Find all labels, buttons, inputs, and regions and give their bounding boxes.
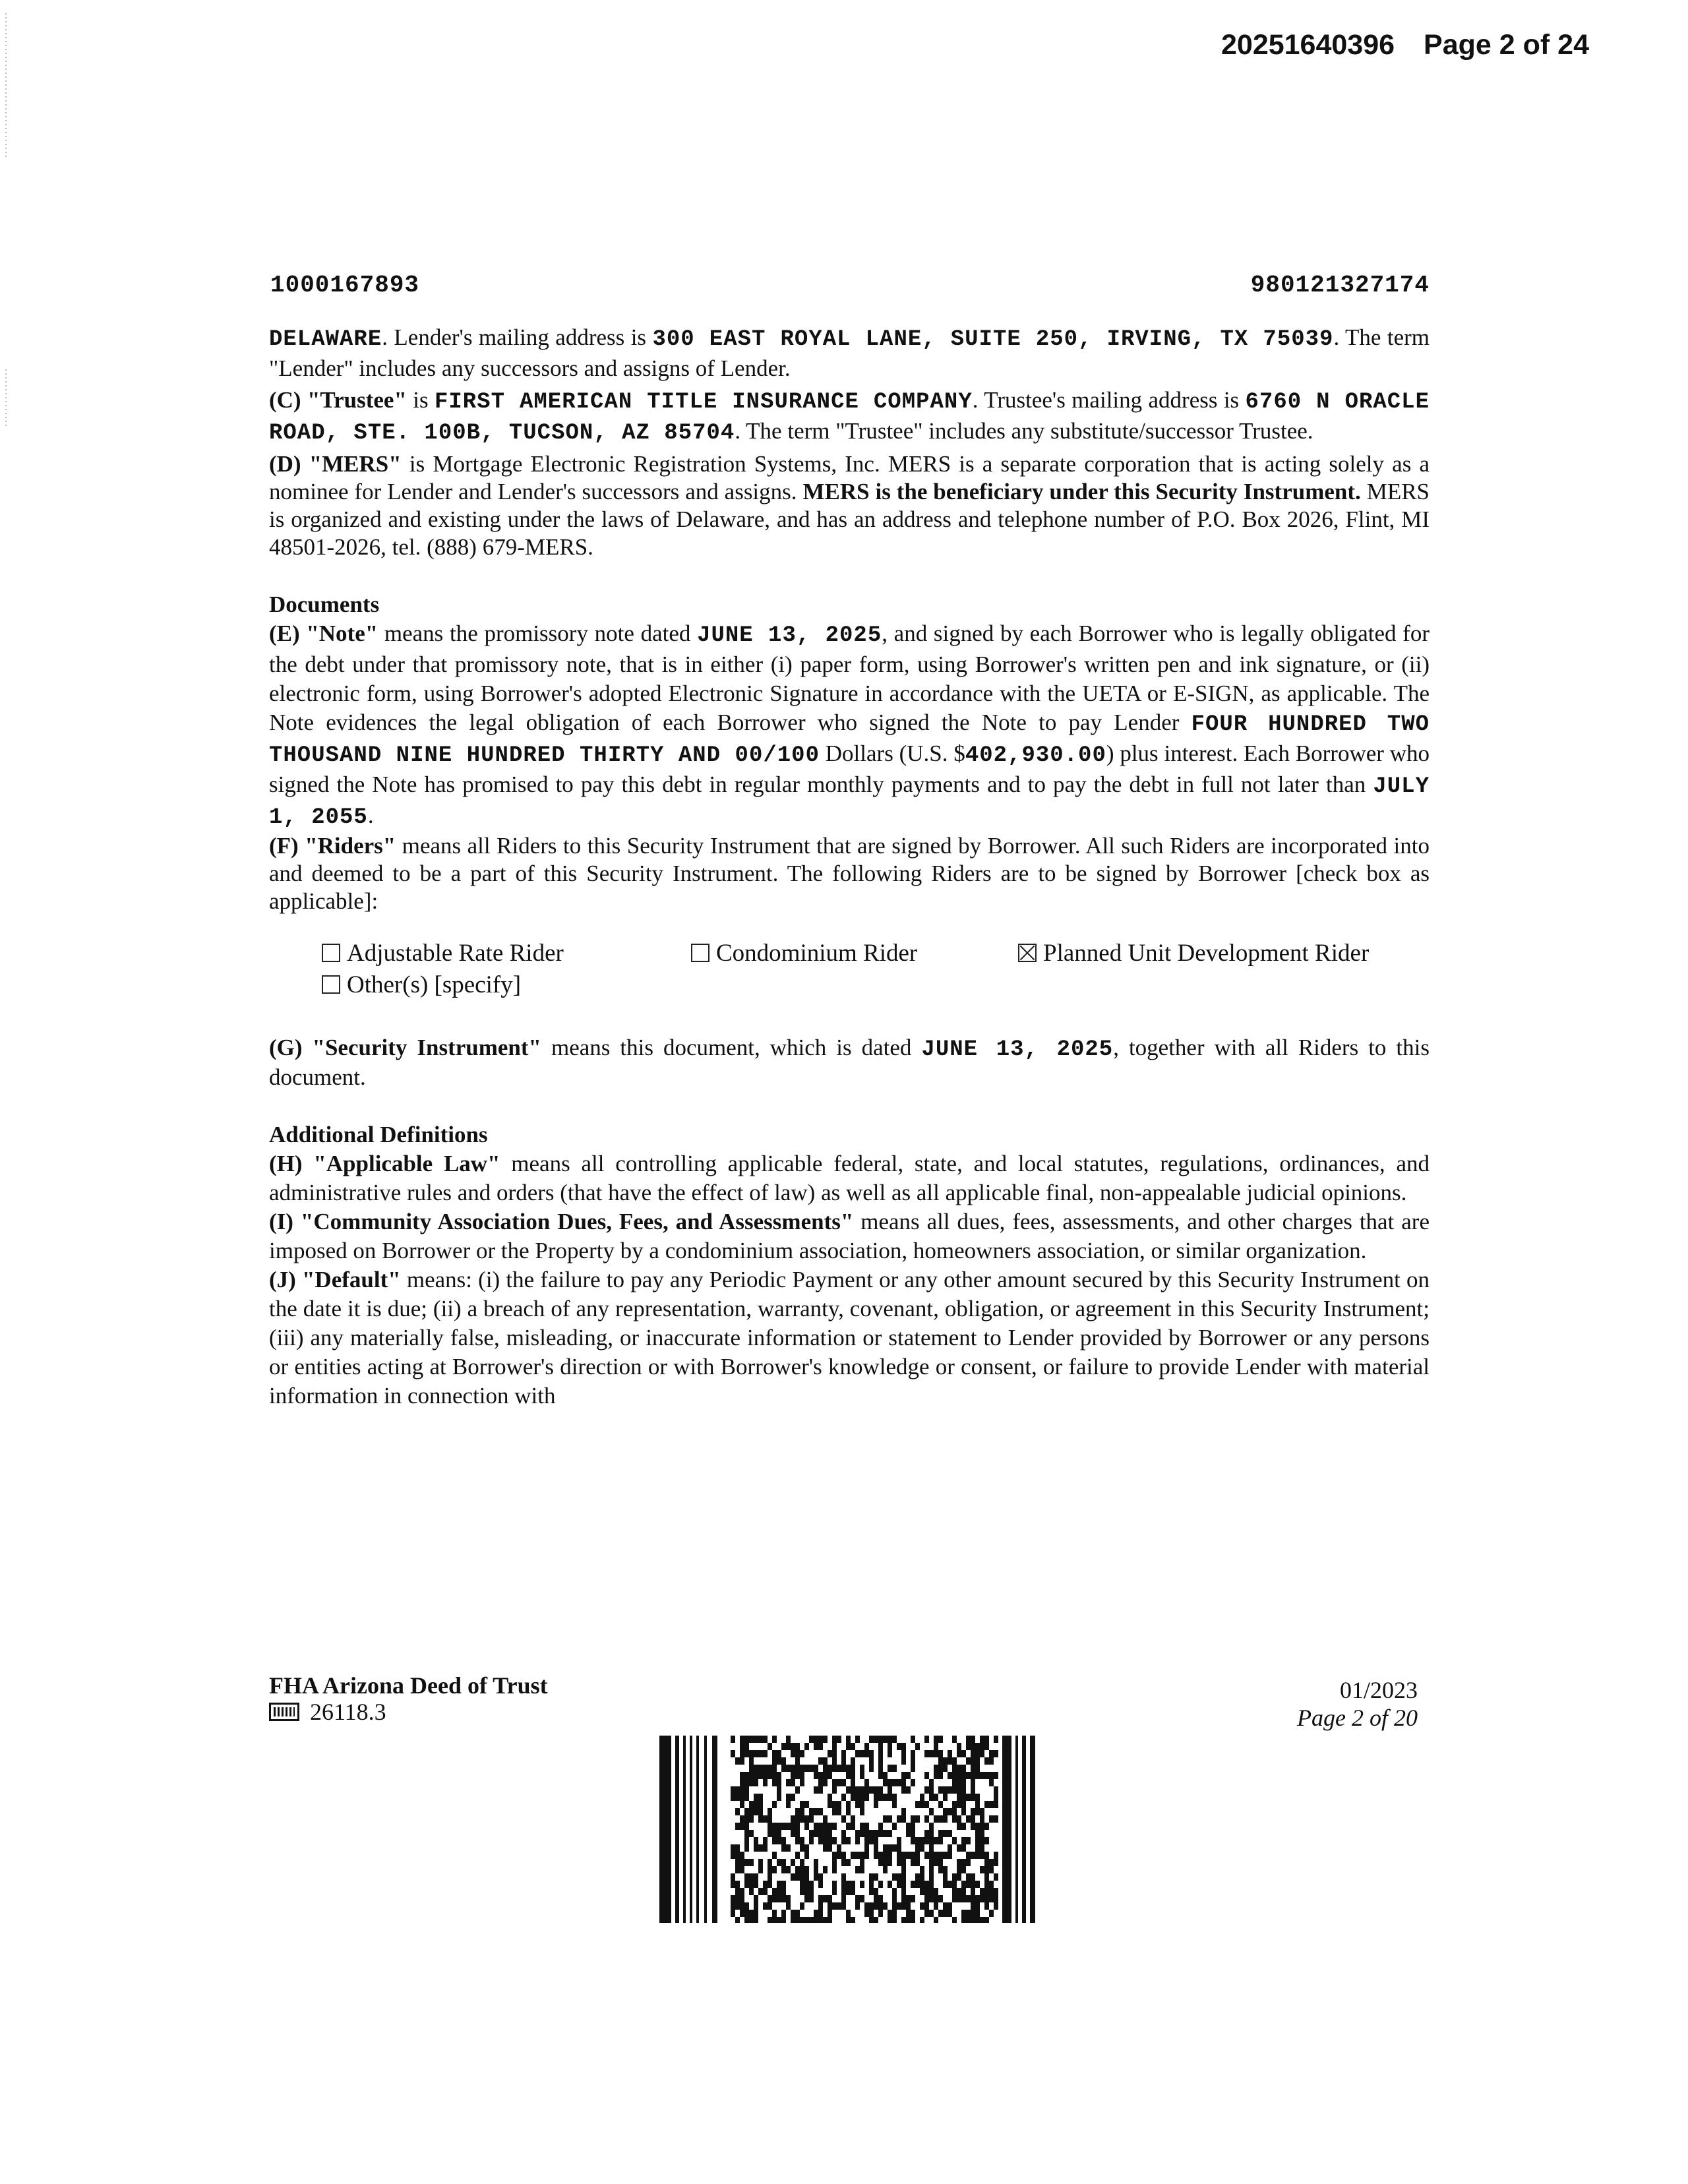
applicable-law-label: (H) "Applicable Law": [269, 1151, 500, 1176]
trustee-name: FIRST AMERICAN TITLE INSURANCE COMPANY: [434, 390, 973, 415]
document-body: [269, 323, 1430, 1410]
form-date: 01/2023: [1339, 1677, 1418, 1703]
text: , together with all Riders to this document.: [269, 1035, 1430, 1090]
checkbox-checked-icon: [1018, 944, 1037, 962]
checkbox-unchecked-icon: [322, 944, 340, 962]
text: means: (i) the failure to pay any Periodic Payment or any other amount secured by this Security Instrument on the date it is due; (ii) a breach of any representation, warranty, covenant, obligation, or agreement in this Security Instrument; (iii) any materially false, misleading, or inaccurate information or statement to Lender provided by Borrower or any persons or entities acting at Borrower's direction or with Borrower's knowledge or consent, or failure to provide Lender with material information in connection with: [269, 1267, 1430, 1409]
mers-definition: [269, 450, 1430, 561]
text: means all controlling applicable federal, state, and local statutes, regulations, ordinances, and administrative rules and orders (that have the effect of law) as well as all applicable final, non-appealable judicial opinions.: [269, 1151, 1430, 1205]
trustee-address: 6760 N ORACLE ROAD, STE. 100B, TUCSON, AZ 85704: [269, 390, 1430, 446]
default-definition: [269, 1265, 1430, 1410]
checkbox-unchecked-icon: [691, 944, 709, 962]
text: is Mortgage Electronic Registration Systems, Inc. MERS is a separate corporation that is acting solely as a nominee for Lender and Lender's successors and assigns.: [269, 451, 1430, 504]
note-amount: 402,930.00: [965, 743, 1106, 768]
default-label: (J) "Default": [269, 1267, 401, 1292]
min-number: 980121327174: [1250, 272, 1430, 299]
form-title: FHA Arizona Deed of Trust: [269, 1672, 548, 1699]
note-maturity-date: JULY 1, 2055: [269, 774, 1430, 830]
text: , and signed by each Borrower who is legally obligated for the debt under that promissory note, that is in either (i) paper form, using Borrower's written pen and ink signature, or (ii) electronic form, using Borrower's adopted Electronic Signature in accordance with the UETA or E-SIGN, as applicable. The Note evidences the legal obligation of each Borrower who signed the Note to pay Lender: [269, 621, 1430, 735]
rider-label: Condominium Rider: [716, 940, 918, 967]
form-number: 26118.3: [310, 1699, 386, 1725]
security-instrument-label: (G) "Security Instrument": [269, 1035, 541, 1060]
text: ) plus interest. Each Borrower who signed the Note has promised to pay this debt in regular monthly payments and to pay the debt in full not later than: [269, 741, 1430, 797]
recording-number: 20251640396: [1221, 29, 1395, 61]
lender-state: DELAWARE: [269, 327, 382, 352]
text: . The term "Trustee" includes any substitute/successor Trustee.: [735, 418, 1313, 444]
text: MERS is organized and existing under the laws of Delaware, and has an address and telephone number of P.O. Box 2026, Flint, MI 48501-2026, tel. (888) 679-MERS.: [269, 479, 1430, 560]
rider-label: Adjustable Rate Rider: [347, 940, 564, 967]
applicable-law-definition: [269, 1149, 1430, 1207]
additional-definitions-heading: Additional Definitions: [269, 1122, 488, 1147]
text: . Lender's mailing address is: [382, 324, 653, 350]
form-footer-left: [269, 1672, 548, 1725]
text: means all dues, fees, assessments, and other charges that are imposed on Borrower or the Property by a condominium association, homeowners association, or similar organization.: [269, 1209, 1430, 1263]
scan-edge-marks: [5, 369, 7, 429]
community-dues-label: (I) "Community Association Dues, Fees, and Assessments": [269, 1209, 854, 1234]
text: is: [406, 387, 435, 413]
riders-definition: [269, 832, 1430, 915]
recording-page: Page 2 of 24: [1424, 29, 1589, 61]
rider-label: Planned Unit Development Rider: [1043, 940, 1370, 967]
note-label: (E) "Note": [269, 621, 378, 646]
text: . The term "Lender" includes any successors and assigns of Lender.: [269, 324, 1430, 381]
text: means this document, which is dated: [541, 1035, 922, 1060]
mers-beneficiary: MERS is the beneficiary under this Security Instrument.: [802, 479, 1361, 504]
note-amount-words: FOUR HUNDRED TWO THOUSAND NINE HUNDRED THIRTY AND 00/100: [269, 712, 1430, 768]
trustee-definition: [269, 386, 1430, 448]
security-instrument-definition: [269, 1034, 1430, 1091]
form-logo-icon: [269, 1703, 299, 1721]
text: means all Riders to this Security Instrument that are signed by Borrower. All such Riders are incorporated into and deemed to be a part of this Security Instrument. The following Riders are to be signed by Borrower [check box as applicable]:: [269, 833, 1430, 914]
riders-label: (F) "Riders": [269, 833, 396, 859]
note-date: JUNE 13, 2025: [697, 623, 882, 648]
loan-number: 1000167893: [270, 272, 420, 299]
recording-header: [1221, 29, 1589, 61]
text: means the promissory note dated: [378, 621, 698, 646]
rider-label: Other(s) [specify]: [347, 971, 522, 998]
community-dues-definition: [269, 1207, 1430, 1265]
note-definition: [269, 619, 1430, 832]
pdf417-barcode: [659, 1736, 1035, 1923]
rider-planned-unit-development: [1018, 939, 1369, 968]
text: Dollars (U.S. $: [819, 741, 965, 766]
documents-heading: Documents: [269, 592, 380, 617]
form-footer-right: [1297, 1676, 1418, 1732]
text: .: [367, 803, 374, 828]
mers-label: (D) "MERS": [269, 451, 402, 477]
lender-address: 300 EAST ROYAL LANE, SUITE 250, IRVING, TX 75039: [652, 327, 1334, 352]
rider-adjustable-rate: [322, 939, 564, 968]
rider-condominium: [691, 939, 917, 968]
text: . Trustee's mailing address is: [972, 387, 1246, 413]
checkbox-unchecked-icon: [322, 975, 340, 994]
scan-edge-marks: [5, 13, 7, 158]
rider-other: [322, 971, 521, 1000]
trustee-label: (C) "Trustee": [269, 387, 407, 413]
security-instrument-date: JUNE 13, 2025: [921, 1037, 1114, 1062]
form-page: Page 2 of 20: [1297, 1705, 1418, 1731]
lender-continuation: [269, 323, 1430, 383]
riders-checklist: [269, 939, 1430, 1018]
